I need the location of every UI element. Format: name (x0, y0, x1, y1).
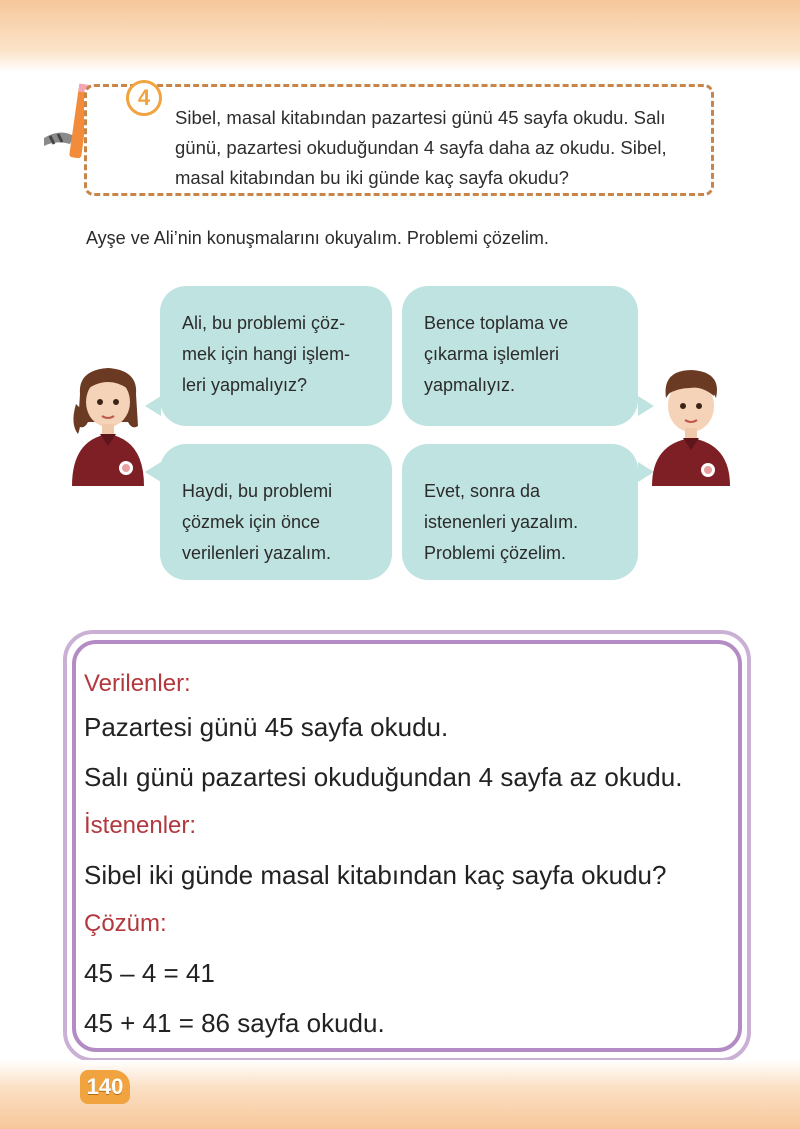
top-decor-band (0, 0, 800, 72)
problem-line: Sibel, masal kitabından pazartesi günü 45 sayfa okudu. Salı (175, 107, 666, 128)
bubble-text: Bence toplama ve çıkarma işlemleri yapmalıyız. (424, 313, 569, 395)
solution-step: 45 + 41 = 86 sayfa okudu. (84, 1008, 385, 1038)
given-heading: Verilenler: (84, 670, 191, 697)
problem-text (175, 103, 710, 193)
solution-frame (72, 640, 742, 1052)
given-line: Pazartesi günü 45 sayfa okudu. (84, 712, 449, 742)
solution-heading: Çözüm: (84, 910, 167, 937)
ali-speech-bubble-2 (402, 444, 638, 580)
instruction-text: Ayşe ve Ali’nin konuşmalarını okuyalım. Problemi çözelim. (86, 228, 549, 248)
ayse-character-icon (68, 364, 148, 491)
problem-line: günü, pazartesi okuduğundan 4 sayfa daha az okudu. Sibel, (175, 137, 667, 158)
asked-line: Sibel iki günde masal kitabından kaç sayfa okudu? (84, 860, 667, 890)
problem-number-badge: 4 (126, 80, 162, 116)
problem-line: masal kitabından bu iki günde kaç sayfa okudu? (175, 167, 569, 188)
ayse-speech-bubble-1 (160, 286, 392, 426)
ali-speech-bubble-1 (402, 286, 638, 426)
given-line: Salı günü pazartesi okuduğundan 4 sayfa az okudu. (84, 762, 683, 792)
problem-box (84, 84, 714, 196)
page-number: 140 (80, 1070, 130, 1104)
ali-character-icon (650, 364, 732, 491)
bubble-text: Haydi, bu problemi çözmek için önce verilenleri yazalım. (182, 481, 333, 563)
ayse-speech-bubble-2 (160, 444, 392, 580)
asked-heading: İstenenler: (84, 812, 197, 839)
bubble-text: Ali, bu problemi çöz- mek için hangi işlem- leri yapmalıyız? (182, 313, 351, 395)
bubble-text: Evet, sonra da istenenleri yazalım. Problemi çözelim. (424, 481, 579, 563)
solution-step: 45 – 4 = 41 (84, 958, 215, 988)
